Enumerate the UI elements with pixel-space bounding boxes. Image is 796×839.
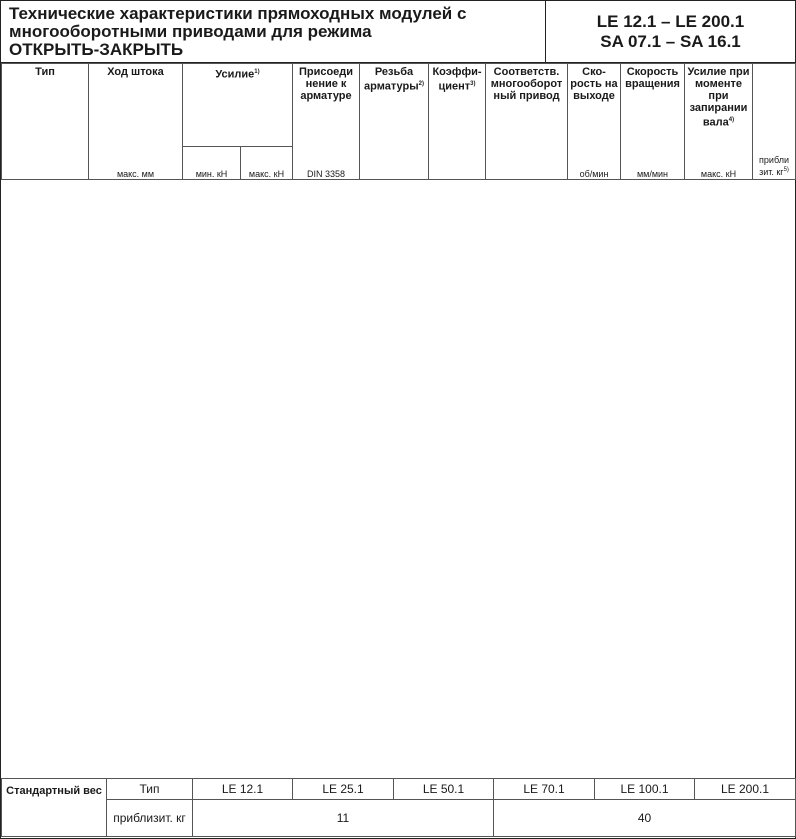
stroke-cell (89, 338, 183, 358)
speed-out-cell (568, 291, 621, 303)
model-range-line-1: LE 12.1 – LE 200.1 (596, 12, 745, 31)
speed-out-cell (568, 254, 621, 266)
speed-out-cell (568, 625, 621, 637)
page-title (1, 1, 546, 63)
speed-rot-cell (621, 724, 685, 736)
header-weight-label: прибли зит. кг (759, 155, 789, 177)
speed-out-cell (568, 427, 621, 439)
footer-type-2: LE 50.1 (394, 779, 494, 800)
speed-out-cell (568, 402, 621, 414)
speed-out-cell (568, 488, 621, 500)
header-flange (293, 64, 360, 147)
actuator-cell (486, 278, 568, 377)
header-flange-label: Присоеди нение к арматуре (298, 66, 354, 102)
header-speed-out (568, 64, 621, 147)
speed-out-cell (568, 315, 621, 327)
torque-cell (685, 180, 753, 279)
speed-out-cell (568, 229, 621, 241)
speed-rot-cell (621, 587, 685, 599)
speed-rot-cell (621, 625, 685, 637)
header-actuator (486, 64, 568, 180)
torque-cell (685, 476, 753, 575)
speed-out-cell (568, 501, 621, 513)
speed-out-cell (568, 464, 621, 476)
footer-type-5: LE 200.1 (695, 779, 796, 800)
footer-weight-row (2, 800, 796, 837)
speed-rot-cell (621, 600, 685, 612)
speed-rot-cell (621, 217, 685, 229)
stroke-cell (89, 649, 183, 674)
speed-rot-cell (621, 328, 685, 340)
footer-weight-label: приблизит. кг (107, 800, 193, 837)
stroke-cell (89, 501, 183, 526)
speed-rot-cell (621, 180, 685, 192)
speed-rot-cell (621, 674, 685, 686)
speed-rot-cell (621, 662, 685, 674)
force-min-cell (183, 476, 241, 575)
speed-rot-cell (621, 402, 685, 414)
stroke-cell (89, 724, 183, 749)
unit-speed-rot: мм/мин (621, 147, 685, 180)
speed-rot-cell (621, 439, 685, 451)
header-speed-out-label: Ско-рость на выходе (570, 66, 618, 102)
type-cell (2, 377, 89, 476)
stroke-cell (89, 625, 183, 650)
stroke-cell (89, 199, 183, 219)
weight-cell (753, 357, 796, 377)
speed-rot-cell (621, 476, 685, 488)
speed-out-cell (568, 204, 621, 216)
type-cell (2, 575, 89, 674)
force-max-cell (241, 278, 293, 377)
header-thread (360, 64, 429, 180)
header-coef-note: 3) (470, 81, 476, 87)
type-cell (2, 674, 89, 773)
speed-out-cell (568, 649, 621, 661)
speed-rot-cell (621, 204, 685, 216)
speed-out-cell (568, 736, 621, 748)
weight-cell (753, 199, 796, 219)
coef-cell (429, 674, 486, 773)
footer-type-1: LE 25.1 (293, 779, 394, 800)
spec-table (1, 63, 796, 773)
header-force-note: 1) (254, 69, 260, 75)
speed-out-cell (568, 303, 621, 315)
stroke-cell (89, 278, 183, 298)
speed-rot-cell (621, 340, 685, 352)
table-row (2, 278, 796, 280)
speed-out-cell (568, 550, 621, 562)
force-max-cell (241, 575, 293, 674)
speed-out-cell (568, 476, 621, 488)
speed-out-cell (568, 180, 621, 192)
speed-rot-cell (621, 649, 685, 661)
speed-out-cell (568, 662, 621, 674)
thread-cell (360, 377, 429, 476)
weight-cell (753, 600, 796, 625)
torque-cell (685, 674, 753, 773)
stroke-cell (89, 451, 183, 476)
speed-rot-cell (621, 513, 685, 525)
header-actuator-label: Соответств. многооборот ный привод (490, 66, 563, 102)
weight-cell (753, 526, 796, 551)
type-cell (2, 180, 89, 279)
thread-cell (360, 476, 429, 575)
speed-out-cell (568, 217, 621, 229)
header-stroke (89, 64, 183, 147)
speed-rot-cell (621, 686, 685, 698)
header-speed-rot-label: Скорость вращения (625, 66, 680, 90)
header-thread-note: 2) (418, 81, 424, 87)
speed-rot-cell (621, 352, 685, 364)
speed-rot-cell (621, 761, 685, 773)
speed-out-cell (568, 389, 621, 401)
speed-out-cell (568, 328, 621, 340)
speed-rot-cell (621, 736, 685, 748)
speed-out-cell (568, 414, 621, 426)
table-row (2, 377, 796, 380)
speed-rot-cell (621, 464, 685, 476)
speed-rot-cell (621, 501, 685, 513)
speed-rot-cell (621, 229, 685, 241)
speed-rot-cell (621, 612, 685, 624)
model-range (546, 1, 795, 63)
speed-out-cell (568, 600, 621, 612)
weight-cell (753, 402, 796, 427)
weight-cell (753, 427, 796, 452)
torque-cell (685, 377, 753, 476)
speed-out-cell (568, 377, 621, 389)
stroke-cell (89, 402, 183, 427)
speed-out-cell (568, 748, 621, 760)
unit-speed-out: об/мин (568, 147, 621, 180)
header-weight (753, 64, 796, 180)
thread-cell (360, 180, 429, 279)
unit-stroke: макс. мм (89, 147, 183, 180)
speed-rot-cell (621, 575, 685, 587)
title-line-3: ОТКРЫТЬ-ЗАКРЫТЬ (9, 40, 184, 59)
header-weight-note: 5) (783, 167, 789, 173)
unit-force-min: мин. кН (183, 147, 241, 180)
header-row (2, 64, 796, 147)
speed-out-cell (568, 724, 621, 736)
model-range-line-2: SA 07.1 – SA 16.1 (600, 32, 741, 51)
speed-out-cell (568, 439, 621, 451)
speed-rot-cell (621, 241, 685, 253)
weight-cell (753, 180, 796, 200)
speed-rot-cell (621, 427, 685, 439)
speed-rot-cell (621, 451, 685, 463)
thread-cell (360, 674, 429, 773)
footer-type-4: LE 100.1 (595, 779, 695, 800)
header-torque-note: 4) (728, 117, 735, 123)
stroke-cell (89, 526, 183, 551)
header-torque-label: Усилие при моменте при запирании вала (687, 66, 750, 129)
header-torque (685, 64, 753, 147)
speed-out-cell (568, 563, 621, 575)
speed-out-cell (568, 538, 621, 550)
weight-cell (753, 699, 796, 724)
speed-out-cell (568, 711, 621, 723)
coef-cell (429, 476, 486, 575)
footer-type-label: Тип (107, 779, 193, 800)
header-force (183, 64, 293, 147)
header-coef-label: Коэффи-циент (432, 66, 482, 93)
speed-out-cell (568, 192, 621, 204)
stroke-cell (89, 219, 183, 239)
weight-cell (753, 649, 796, 674)
speed-out-cell (568, 612, 621, 624)
header-coef (429, 64, 486, 180)
speed-rot-cell (621, 637, 685, 649)
thread-cell (360, 278, 429, 377)
type-cell (2, 476, 89, 575)
flange-cell (293, 674, 360, 773)
footer-type-0: LE 12.1 (193, 779, 293, 800)
actuator-cell (486, 180, 568, 279)
footer-weight-1: 11 (193, 800, 494, 837)
speed-out-cell (568, 266, 621, 278)
force-min-cell (183, 674, 241, 773)
speed-rot-cell (621, 192, 685, 204)
force-max-cell (241, 377, 293, 476)
speed-out-cell (568, 513, 621, 525)
title-line-2: многооборотными приводами для режима (9, 22, 372, 41)
stroke-cell (89, 699, 183, 724)
speed-rot-cell (621, 303, 685, 315)
weight-cell (753, 575, 796, 600)
weight-cell (753, 476, 796, 501)
unit-torque: макс. кН (685, 147, 753, 180)
speed-rot-cell (621, 550, 685, 562)
flange-cell (293, 476, 360, 575)
stroke-cell (89, 674, 183, 699)
stroke-cell (89, 427, 183, 452)
unit-flange: DIN 3358 (293, 147, 360, 180)
stroke-cell (89, 298, 183, 318)
speed-out-cell (568, 365, 621, 377)
type-cell (2, 278, 89, 377)
speed-rot-cell (621, 538, 685, 550)
header-type-label: Тип (35, 66, 55, 78)
force-min-cell (183, 575, 241, 674)
speed-rot-cell (621, 377, 685, 389)
footer-label: Стандартный вес (2, 779, 107, 837)
speed-rot-cell (621, 315, 685, 327)
weight-cell (753, 748, 796, 773)
weight-cell (753, 278, 796, 298)
table-row (2, 180, 796, 182)
flange-cell (293, 180, 360, 279)
speed-out-cell (568, 674, 621, 686)
stroke-cell (89, 748, 183, 773)
weight-cell (753, 338, 796, 358)
force-max-cell (241, 476, 293, 575)
standard-weight-table (1, 778, 796, 837)
weight-cell (753, 377, 796, 402)
actuator-cell (486, 575, 568, 674)
stroke-cell (89, 600, 183, 625)
header-type (2, 64, 89, 180)
speed-out-cell (568, 340, 621, 352)
speed-rot-cell (621, 365, 685, 377)
speed-out-cell (568, 637, 621, 649)
force-max-cell (241, 180, 293, 279)
speed-out-cell (568, 761, 621, 773)
table-row (2, 476, 796, 479)
speed-rot-cell (621, 563, 685, 575)
weight-cell (753, 219, 796, 239)
thread-cell (360, 575, 429, 674)
torque-cell (685, 278, 753, 377)
weight-cell (753, 724, 796, 749)
actuator-cell (486, 476, 568, 575)
footer-type-row (2, 779, 796, 800)
flange-cell (293, 377, 360, 476)
speed-rot-cell (621, 488, 685, 500)
weight-cell (753, 259, 796, 279)
unit-force-max: макс. кН (241, 147, 293, 180)
force-min-cell (183, 180, 241, 279)
actuator-cell (486, 377, 568, 476)
header-force-label: Усилие (215, 68, 255, 81)
coef-cell (429, 278, 486, 377)
speed-rot-cell (621, 389, 685, 401)
stroke-cell (89, 259, 183, 279)
weight-cell (753, 451, 796, 476)
speed-out-cell (568, 451, 621, 463)
weight-cell (753, 501, 796, 526)
speed-out-cell (568, 352, 621, 364)
force-min-cell (183, 278, 241, 377)
header-stroke-label: Ход штока (107, 66, 164, 78)
speed-out-cell (568, 526, 621, 538)
actuator-cell (486, 674, 568, 773)
speed-out-cell (568, 241, 621, 253)
torque-cell (685, 575, 753, 674)
header-speed-rot (621, 64, 685, 147)
weight-cell (753, 318, 796, 338)
speed-rot-cell (621, 699, 685, 711)
weight-cell (753, 550, 796, 575)
flange-cell (293, 278, 360, 377)
speed-out-cell (568, 575, 621, 587)
speed-out-cell (568, 686, 621, 698)
stroke-cell (89, 476, 183, 501)
speed-rot-cell (621, 711, 685, 723)
speed-out-cell (568, 699, 621, 711)
flange-cell (293, 575, 360, 674)
stroke-cell (89, 180, 183, 200)
weight-cell (753, 674, 796, 699)
coef-cell (429, 180, 486, 279)
stroke-cell (89, 575, 183, 600)
footer-type-3: LE 70.1 (494, 779, 595, 800)
table-row (2, 575, 796, 578)
coef-cell (429, 575, 486, 674)
stroke-cell (89, 239, 183, 259)
speed-out-cell (568, 587, 621, 599)
force-max-cell (241, 674, 293, 773)
speed-rot-cell (621, 748, 685, 760)
speed-rot-cell (621, 266, 685, 278)
speed-rot-cell (621, 278, 685, 290)
stroke-cell (89, 377, 183, 402)
weight-cell (753, 298, 796, 318)
stroke-cell (89, 357, 183, 377)
speed-rot-cell (621, 254, 685, 266)
weight-cell (753, 239, 796, 259)
stroke-cell (89, 318, 183, 338)
speed-rot-cell (621, 291, 685, 303)
table-row (2, 674, 796, 677)
header-thread-label: Резьба арматуры (364, 66, 419, 93)
coef-cell (429, 377, 486, 476)
speed-rot-cell (621, 414, 685, 426)
speed-out-cell (568, 278, 621, 290)
speed-rot-cell (621, 526, 685, 538)
weight-cell (753, 625, 796, 650)
stroke-cell (89, 550, 183, 575)
force-min-cell (183, 377, 241, 476)
title-line-1: Технические характеристики прямоходных модулей с (9, 4, 467, 23)
footer-weight-2: 40 (494, 800, 796, 837)
